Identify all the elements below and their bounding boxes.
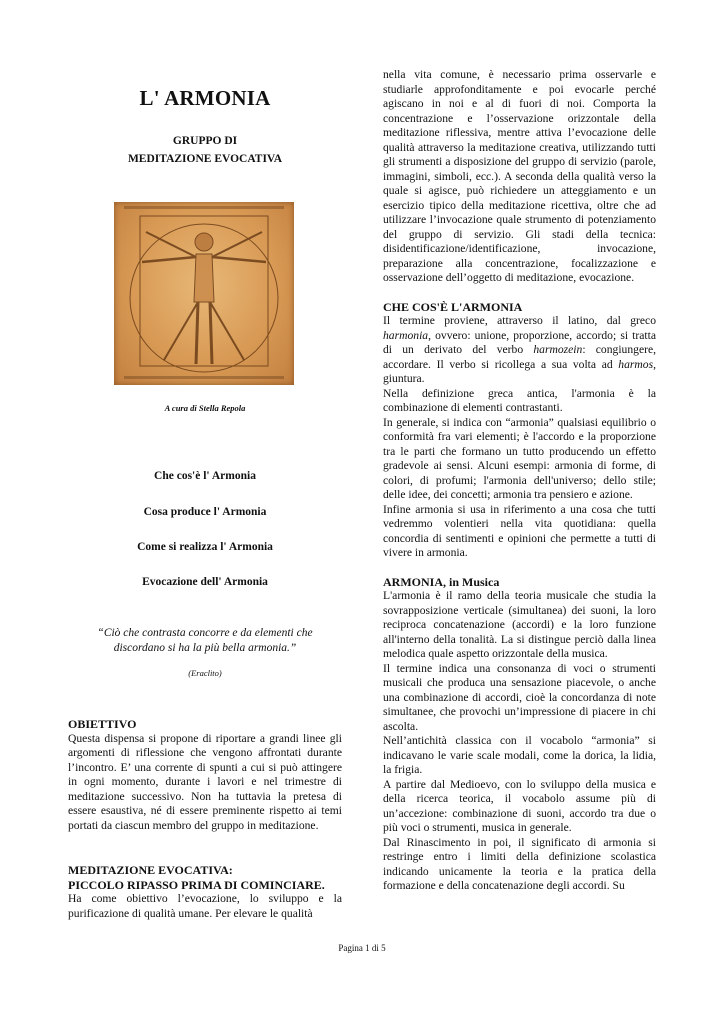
quote [68, 626, 342, 656]
paragraph: L'armonia è il ramo della teoria musicale che studia la sovrapposizione verticale (simultanea) dei suoni, la loro reciproca concatenazione (accordi) e la loro funzione all'interno della tonalità. La si distingue perciò dalla linea melodica quale aspetto orizzontale della musica. [383, 589, 656, 660]
section-heading: MEDITAZIONE EVOCATIVA: [68, 863, 233, 877]
paragraph: Nell’antichità classica con il vocabolo “armonia” si indicavano le varie scale modali, come la dorica, la lidia, la frigia. [383, 734, 656, 776]
paragraph: Infine armonia si usa in riferimento a una cosa che tutti vedremmo volentieri nella vita quotidiana: quella concordia di sentimenti e opinioni che permette a tutti di vivere in armonia. [383, 502, 656, 559]
paragraph: Il termine indica una consonanza di voci o strumenti musicali che produca una sensazione piacevole, o anche una combinazione di accordi, cioè la concordanza di note simultanee, che provochi un’impressione di piacere in chi ascolta. [383, 661, 656, 733]
paragraph [383, 314, 656, 387]
greek-term: harmozein [533, 343, 583, 356]
greek-term: harmonia [383, 328, 429, 342]
right-column [383, 68, 656, 894]
section-heading: OBIETTIVO [68, 717, 137, 731]
subtitle-line-2: MEDITAZIONE EVOCATIVA [127, 153, 283, 165]
section-meditazione [68, 863, 342, 921]
text-run: , ovvero: unione, proporzione, accordo; si tratta di un derivato del verbo [383, 328, 656, 356]
page-footer: Pagina 1 di 5 [338, 943, 386, 953]
greek-term: harmos [618, 357, 654, 371]
section-text: Questa dispensa si propone di riportare a grandi linee gli argomenti di riflessione che vengono affrontati durante l’incontro. E’ una corrente di spunti a cui si può attingere in ogni momento, durante i lavori e nel trimestre di meditazione successivo. Non ha tuttavia la pretesa di essere esaustiva, né di essere preminente rispetto ai temi portati da ciascun membro del gruppo in meditazione. [68, 731, 342, 832]
quote-line-1: “Ciò che contrasta concorre e da elementi che [97, 627, 313, 639]
vitruvian-man-image [114, 202, 294, 385]
vitruvian-man-drawing [114, 202, 294, 385]
section-heading: CHE COS'È L'ARMONIA [383, 299, 523, 314]
paragraph: In generale, si indica con “armonia” qualsiasi equilibrio o conformità fra vari elementi; è l'accordo e la proporzione tra le parti che formano un tutto producendo un effetto gradevole ai sensi. Alcuni esempi: armonia di forme, di colori, di profumi; l'armonia dell'universo; dello stile; delle idee, dei concetti; armonia tra pensiero e azione. [383, 415, 656, 501]
intro-text: nella vita comune, è necessario prima osservarle e studiarle approfonditamente e poi evocarle perché agiscano in noi e al di fuori di noi. Comporta la concentrazione e l’osservazione orizzontale della meditazione riflessiva, mentre attiva l’evocazione delle qualità attraverso la meditazione creativa, utilizzando tutti gli strumenti a disposizione del gruppo di servizio (parole, immagini, simboli, ecc.). A seconda della qualità verso la quale si agisce, può richiedere un atteggiamento e un esercizio tipico della meditazione ricettiva, oltre che ad utilizzare l’invocazione quale strumento di potenziamento del gruppo di servizio. Gli stadi della tecnica: disidentificazione/identificazione, invocazione, preparazione alla concentrazione, focalizzazione e osservazione dell’oggetto di meditazione, evocazione. [383, 68, 656, 284]
section-text: Ha come obiettivo l’evocazione, lo sviluppo e la purificazione di qualità umane. Per elevare le qualità [68, 892, 342, 920]
text-run: : congiungere, accordare. Il verbo si ricollega a sua volta ad [383, 343, 656, 371]
document-title: L' ARMONIA [139, 86, 271, 110]
text-run: Il termine proviene, attraverso il latino, dal greco [383, 314, 656, 327]
paragraph: Dal Rinascimento in poi, il significato di armonia si restringe entro i limiti della definizione scolastica indicando unicamente la teoria e la pratica della formazione e della concatenazione degli accordi. Su [383, 835, 656, 892]
quote-author: (Eraclito) [188, 668, 222, 678]
paragraph: A partire dal Medioevo, con lo sviluppo della musica e della ricerca teorica, il vocabolo assume più di un’accezione: combinazione di suoni, accordo tra due o più voci o strumenti, musica in generale. [383, 777, 656, 834]
credit-line: A cura di Stella Repola [164, 403, 246, 413]
section-heading: ARMONIA, in Musica [383, 574, 500, 589]
quote-line-2: discordano si ha la più bella armonia.” [113, 642, 297, 654]
section-heading: PICCOLO RIPASSO PRIMA DI COMINCIARE. [68, 877, 325, 892]
text-run: , giuntura. [383, 357, 656, 385]
toc-item: Come si realizza l' Armonia [137, 541, 273, 553]
subtitle-line-1: GRUPPO DI [172, 135, 238, 147]
toc-item: Evocazione dell' Armonia [142, 576, 268, 588]
toc-item: Cosa produce l' Armonia [143, 506, 267, 518]
paragraph: Nella definizione greca antica, l'armonia è la combinazione di elementi contrastanti. [383, 386, 656, 414]
section-obiettivo [68, 717, 342, 833]
toc-item: Che cos'è l' Armonia [154, 470, 256, 482]
document-subtitle [68, 132, 342, 168]
